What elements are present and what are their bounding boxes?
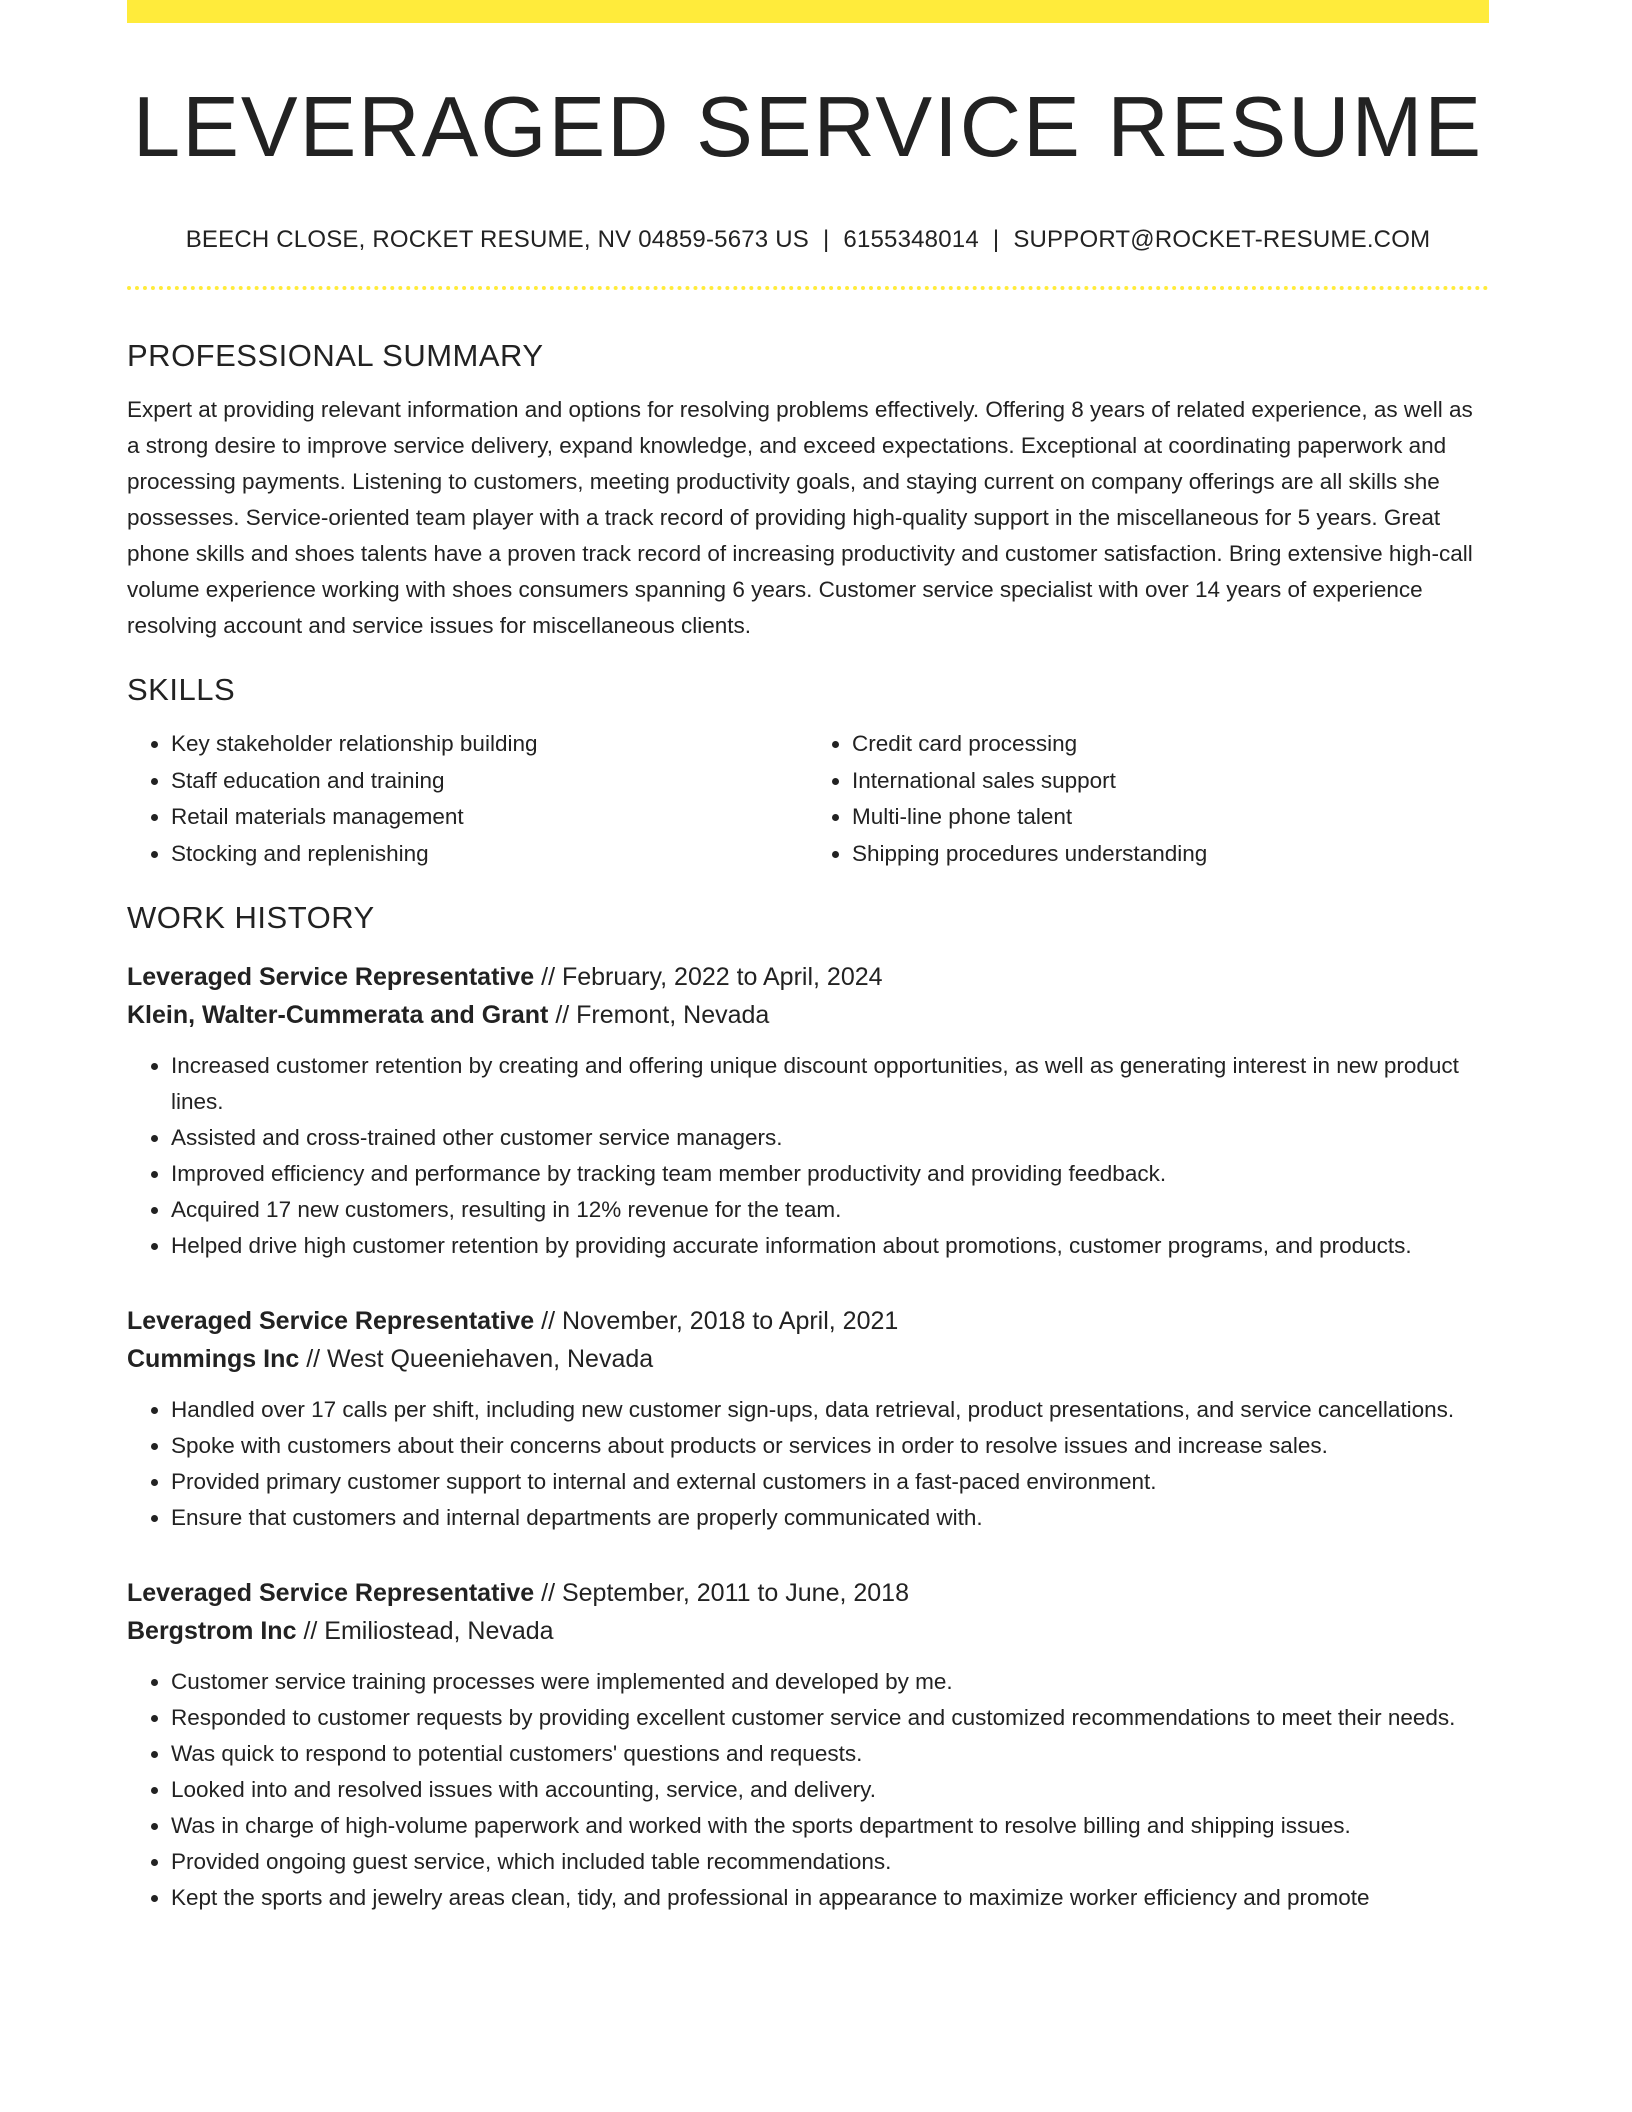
job-bullet: • Helped drive high customer retention by providing accurate information about promotions, customer programs, and products. <box>171 1228 1489 1264</box>
job-bullet: • Provided primary customer support to internal and external customers in a fast-paced environment. <box>171 1464 1489 1500</box>
job-bullets <box>127 1664 1489 1916</box>
job-bullets <box>127 1048 1489 1264</box>
job-bullet: • Assisted and cross-trained other customer service managers. <box>171 1120 1489 1156</box>
job-location: // West Queeniehaven, Nevada <box>306 1345 654 1373</box>
skill-item: • Stocking and replenishing <box>171 836 808 873</box>
job-dates: // February, 2022 to April, 2024 <box>541 963 883 991</box>
accent-top-bar <box>127 0 1489 23</box>
job-role: Leveraged Service Representative <box>127 963 535 991</box>
job-bullet: • Acquired 17 new customers, resulting in 12% revenue for the team. <box>171 1192 1489 1228</box>
job-bullet: • Kept the sports and jewelry areas clean, tidy, and professional in appearance to maximize worker efficiency and promote <box>171 1880 1489 1916</box>
job-bullet: • Was quick to respond to potential customers' questions and requests. <box>171 1736 1489 1772</box>
job-bullet: • Handled over 17 calls per shift, including new customer sign-ups, data retrieval, product presentations, and service cancellations. <box>171 1392 1489 1428</box>
job-bullet: • Customer service training processes were implemented and developed by me. <box>171 1664 1489 1700</box>
skill-item: • Key stakeholder relationship building <box>171 726 808 763</box>
job-entry <box>127 1302 1489 1536</box>
contact-separator: | <box>822 226 830 253</box>
job-entry <box>127 1574 1489 1916</box>
skill-item: • Shipping procedures understanding <box>852 836 1489 873</box>
job-bullet: • Increased customer retention by creating and offering unique discount opportunities, as well as generating interest in new product lines. <box>171 1048 1489 1120</box>
job-bullet: • Was in charge of high-volume paperwork and worked with the sports department to resolve billing and shipping issues. <box>171 1808 1489 1844</box>
job-bullet: • Responded to customer requests by providing excellent customer service and customized recommendations to meet their needs. <box>171 1700 1489 1736</box>
job-role: Leveraged Service Representative <box>127 1307 535 1335</box>
skill-item: • Staff education and training <box>171 763 808 800</box>
job-bullet: • Improved efficiency and performance by tracking team member productivity and providing feedback. <box>171 1156 1489 1192</box>
job-company: Klein, Walter-Cummerata and Grant <box>127 1001 549 1029</box>
job-role-line <box>127 958 1489 996</box>
job-company-line <box>127 1612 1489 1650</box>
job-bullet: • Looked into and resolved issues with accounting, service, and delivery. <box>171 1772 1489 1808</box>
contact-email: SUPPORT@ROCKET-RESUME.COM <box>1013 226 1431 253</box>
dotted-divider <box>127 286 1489 290</box>
job-role: Leveraged Service Representative <box>127 1579 535 1607</box>
job-entry <box>127 958 1489 1264</box>
job-dates: // September, 2011 to June, 2018 <box>541 1579 909 1607</box>
resume-title: LEVERAGED SERVICE RESUME <box>132 80 1484 175</box>
job-company-line <box>127 996 1489 1034</box>
work-history-heading: WORK HISTORY <box>127 900 375 935</box>
skills-heading: SKILLS <box>127 672 236 707</box>
job-bullet: • Provided ongoing guest service, which included table recommendations. <box>171 1844 1489 1880</box>
job-bullet: • Ensure that customers and internal departments are properly communicated with. <box>171 1500 1489 1536</box>
job-bullet: • Spoke with customers about their concerns about products or services in order to resolve issues and increase sales. <box>171 1428 1489 1464</box>
skills-column-right <box>808 726 1489 872</box>
job-company: Cummings Inc <box>127 1345 300 1373</box>
job-location: // Fremont, Nevada <box>555 1001 770 1029</box>
summary-text: Expert at providing relevant information and options for resolving problems effectively. Offering 8 years of related experience, as well as a strong desire to improve service delivery, expand knowledge, and exceed expectations. Exceptional at coordinating paperwork and processing payments. Listening to customers, meeting productivity goals, and staying current on company offerings are all skills she possesses. Service-oriented team player with a track record of providing high-quality support in the miscellaneous for 5 years. Great phone skills and shoes talents have a proven track record of increasing productivity and customer satisfaction. Bring extensive high-call volume experience working with shoes consumers spanning 6 years. Customer service specialist with over 14 years of experience resolving account and service issues for miscellaneous clients. <box>127 397 1473 638</box>
job-bullets <box>127 1392 1489 1536</box>
resume-page <box>127 0 1489 1916</box>
skill-item: • Multi-line phone talent <box>852 799 1489 836</box>
job-company-line <box>127 1340 1489 1378</box>
job-role-line <box>127 1302 1489 1340</box>
contact-separator: | <box>992 226 1000 253</box>
contact-line <box>127 226 1489 254</box>
job-dates: // November, 2018 to April, 2021 <box>541 1307 899 1335</box>
job-location: // Emiliostead, Nevada <box>303 1617 554 1645</box>
skills-column-left <box>127 726 808 872</box>
skill-item: • Credit card processing <box>852 726 1489 763</box>
skills-list <box>127 726 1489 872</box>
skill-item: • International sales support <box>852 763 1489 800</box>
contact-address: BEECH CLOSE, ROCKET RESUME, NV 04859-5673 US <box>185 226 809 253</box>
skill-item: • Retail materials management <box>171 799 808 836</box>
contact-phone: 6155348014 <box>843 226 979 253</box>
job-role-line <box>127 1574 1489 1612</box>
job-company: Bergstrom Inc <box>127 1617 297 1645</box>
summary-heading: PROFESSIONAL SUMMARY <box>127 338 544 373</box>
